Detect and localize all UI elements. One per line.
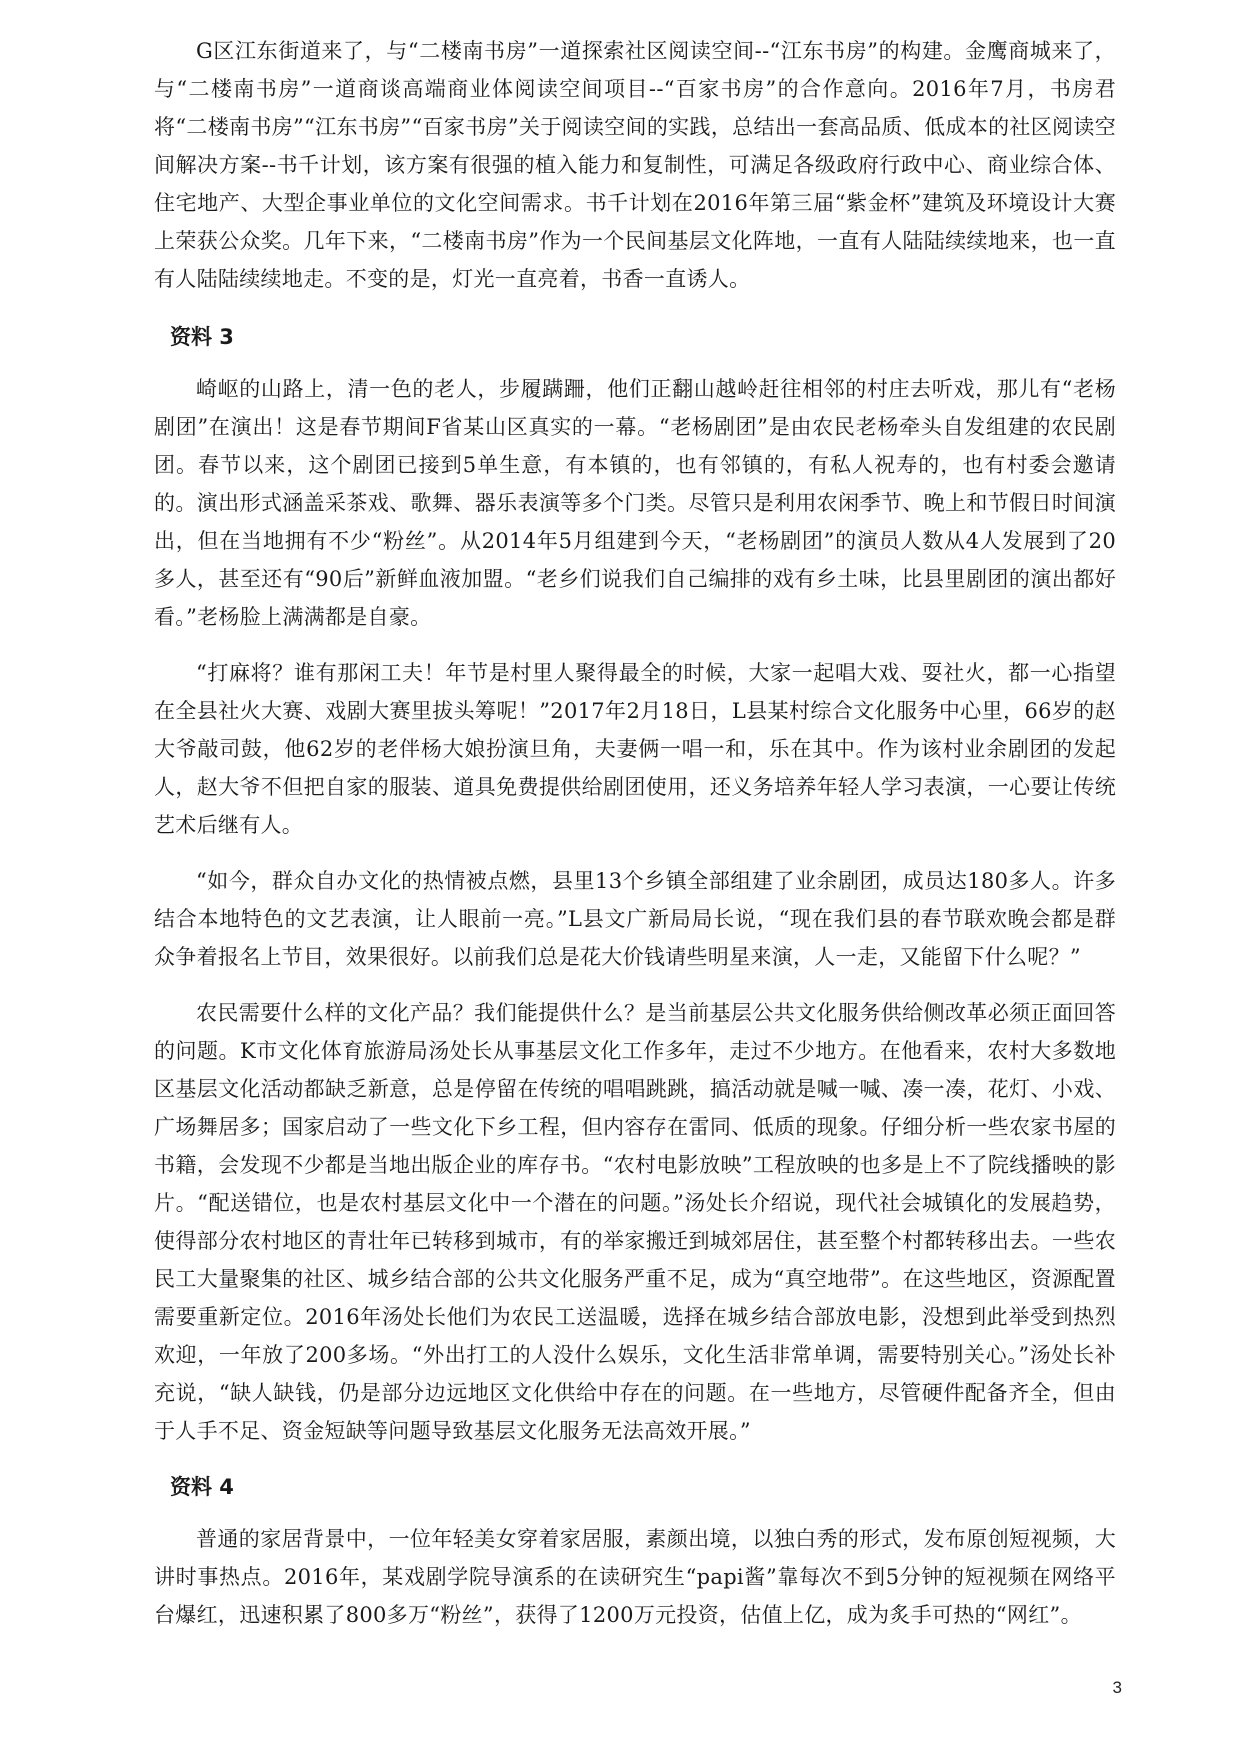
section3-paragraph-3: “如今，群众自办文化的热情被点燃，县里13个乡镇全部组建了业余剧团，成员达180多人。许多结合本地特色的文艺表演，让人眼前一亮。”L县文广新局局长说，“现在我们县的春节联欢晚会都是群众争着报名上节目，效果很好。以前我们总是花大价钱请些明星来演，人一走，又能留下什么呢？” <box>154 869 1116 969</box>
section-heading-4: 资料 4 <box>170 1475 234 1499</box>
page-number: 3 <box>1112 1678 1122 1697</box>
section3-paragraph-1: 崎岖的山路上，清一色的老人，步履蹒跚，他们正翻山越岭赶往相邻的村庄去听戏，那儿有“老杨剧团”在演出！这是春节期间F省某山区真实的一幕。“老杨剧团”是由农民老杨牵头自发组建的农民剧团。春节以来，这个剧团已接到5单生意，有本镇的，也有邻镇的，有私人祝寿的，也有村委会邀请的。演出形式涵盖采茶戏、歌舞、器乐表演等多个门类。尽管只是利用农闲季节、晚上和节假日时间演出，但在当地拥有不少“粉丝”。从2014年5月组建到今天，“老杨剧团”的演员人数从4人发展到了20多人，甚至还有“90后”新鲜血液加盟。“老乡们说我们自己编排的戏有乡土味，比县里剧团的演出都好看。”老杨脸上满满都是自豪。 <box>154 377 1116 629</box>
section3-paragraph-2: “打麻将？谁有那闲工夫！年节是村里人聚得最全的时候，大家一起唱大戏、耍社火，都一心指望在全县社火大赛、戏剧大赛里拔头筹呢！”2017年2月18日，L县某村综合文化服务中心里，66岁的赵大爷敲司鼓，他62岁的老伴杨大娘扮演旦角，夫妻俩一唱一和，乐在其中。作为该村业余剧团的发起人，赵大爷不但把自家的服装、道具免费提供给剧团使用，还义务培养年轻人学习表演，一心要让传统艺术后继有人。 <box>154 661 1116 837</box>
section-heading-3: 资料 3 <box>170 325 234 349</box>
section3-paragraph-4: 农民需要什么样的文化产品？我们能提供什么？是当前基层公共文化服务供给侧改革必须正面回答的问题。K市文化体育旅游局汤处长从事基层文化工作多年，走过不少地方。在他看来，农村大多数地区基层文化活动都缺乏新意，总是停留在传统的唱唱跳跳，搞活动就是喊一喊、凑一凑，花灯、小戏、广场舞居多；国家启动了一些文化下乡工程，但内容存在雷同、低质的现象。仔细分析一些农家书屋的书籍，会发现不少都是当地出版企业的库存书。“农村电影放映”工程放映的也多是上不了院线播映的影片。“配送错位，也是农村基层文化中一个潜在的问题。”汤处长介绍说，现代社会城镇化的发展趋势，使得部分农村地区的青壮年已转移到城市，有的举家搬迁到城郊居住，甚至整个村都转移出去。一些农民工大量聚集的社区、城乡结合部的公共文化服务严重不足，成为“真空地带”。在这些地区，资源配置需要重新定位。2016年汤处长他们为农民工送温暖，选择在城乡结合部放电影，没想到此举受到热烈欢迎，一年放了200多场。“外出打工的人没什么娱乐，文化生活非常单调，需要特别关心。”汤处长补充说，“缺人缺钱，仍是部分边远地区文化供给中存在的问题。在一些地方，尽管硬件配备齐全，但由于人手不足、资金短缺等问题导致基层文化服务无法高效开展。” <box>154 1001 1116 1443</box>
section4-paragraph-1: 普通的家居背景中，一位年轻美女穿着家居服，素颜出境，以独白秀的形式，发布原创短视频，大讲时事热点。2016年，某戏剧学院导演系的在读研究生“papi酱”靠每次不到5分钟的短视频在网络平台爆红，迅速积累了800多万“粉丝”，获得了1200万元投资，估值上亿，成为炙手可热的“网红”。 <box>154 1527 1116 1627</box>
intro-paragraph: G区江东街道来了，与“二楼南书房”一道探索社区阅读空间--“江东书房”的构建。金鹰商城来了，与“二楼南书房”一道商谈高端商业体阅读空间项目--“百家书房”的合作意向。2016年7月，书房君将“二楼南书房”“江东书房”“百家书房”关于阅读空间的实践，总结出一套高品质、低成本的社区阅读空间解决方案--书千计划，该方案有很强的植入能力和复制性，可满足各级政府行政中心、商业综合体、住宅地产、大型企事业单位的文化空间需求。书千计划在2016年第三届“紫金杯”建筑及环境设计大赛上荣获公众奖。几年下来，“二楼南书房”作为一个民间基层文化阵地，一直有人陆陆续续地来，也一直有人陆陆续续地走。不变的是，灯光一直亮着，书香一直诱人。 <box>154 39 1116 291</box>
